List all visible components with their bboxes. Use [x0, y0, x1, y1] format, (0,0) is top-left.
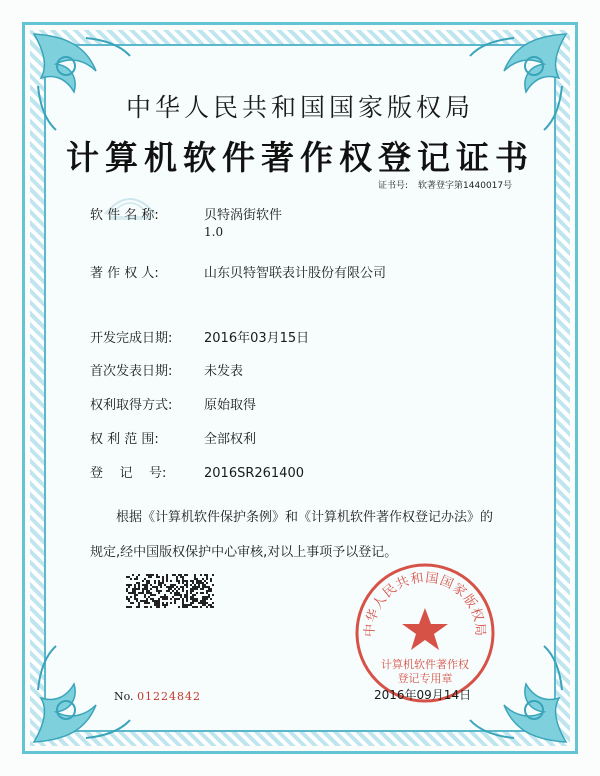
field-acquisition-method: [90, 394, 256, 413]
statement-line-2: 规定,经中国版权保护中心审核,对以上事项予以登记。: [90, 545, 398, 560]
field-label: 首次发表日期:: [90, 364, 173, 379]
field-value: 原始取得: [204, 398, 257, 413]
field-value: 山东贝特智联表计股份有限公司: [204, 266, 387, 281]
field-registration-number: [90, 462, 304, 481]
field-value: 全部权利: [204, 432, 257, 447]
seal-center-line-1: 计算机软件著作权: [381, 658, 469, 671]
seal-center-line-2: 登记专用章: [397, 672, 453, 685]
certificate-number-label: 证书号:: [378, 181, 409, 191]
software-version: 1.0: [204, 225, 224, 239]
serial-number: [114, 690, 201, 703]
serial-number-label: No.: [114, 690, 134, 703]
field-value: 2016年03月15日: [204, 331, 310, 346]
field-rights-scope: [90, 428, 256, 447]
issue-date: 2016年09月14日: [374, 688, 472, 702]
field-label: 著 作 权 人:: [90, 266, 159, 281]
field-value: 未发表: [204, 364, 244, 379]
field-publish-date: [90, 360, 243, 379]
field-software-name: [90, 204, 282, 223]
statement-line-1: 根据《计算机软件保护条例》和《计算机软件著作权登记办法》的: [116, 510, 494, 525]
field-label: 开发完成日期:: [90, 331, 173, 346]
field-label: 权 利 范 围:: [90, 432, 159, 447]
field-copyright-owner: [90, 262, 386, 281]
field-completion-date: [90, 327, 309, 346]
certificate-number-value: 软著登字第1440017号: [418, 181, 513, 191]
field-value: 贝特涡街软件: [204, 208, 283, 223]
serial-number-value: 01224842: [137, 690, 202, 703]
field-label: 软 件 名 称:: [90, 208, 159, 223]
qr-barcode: [126, 574, 214, 608]
certificate-number: [378, 178, 512, 191]
field-label: 权利取得方式:: [90, 398, 173, 413]
field-label: 登 记 号:: [90, 466, 167, 481]
field-value: 2016SR261400: [204, 466, 304, 481]
certificate-title: 计算机软件著作权登记证书: [66, 138, 534, 177]
issuing-authority: 中华人民共和国国家版权局: [125, 93, 474, 122]
seal-star-icon: [402, 608, 448, 650]
seal-arc-text: 中华人民共和国国家版权局: [362, 570, 488, 638]
official-seal: [352, 560, 498, 706]
